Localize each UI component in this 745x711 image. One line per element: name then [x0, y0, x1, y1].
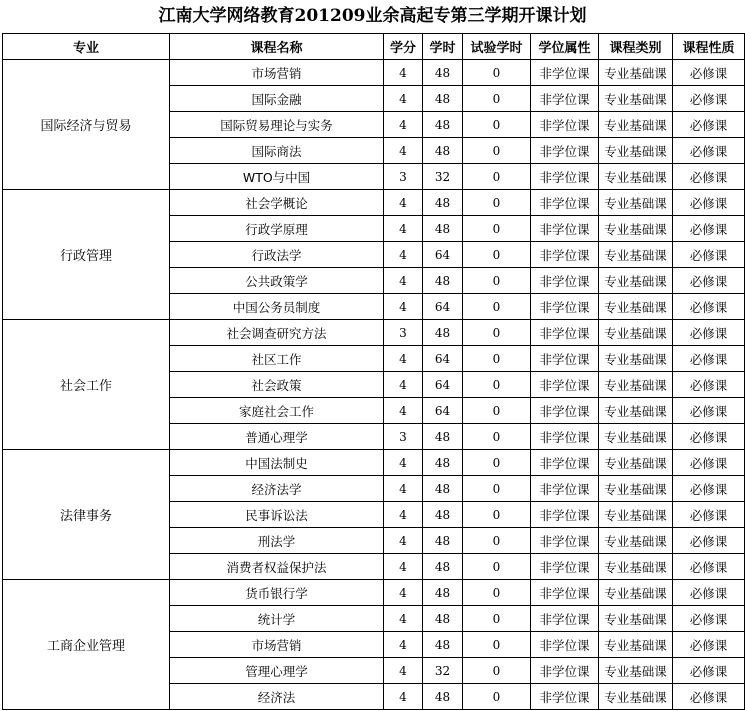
- course-category-cell: 专业基础课: [599, 86, 673, 112]
- course-nature-cell: 必修课: [673, 164, 745, 190]
- course-category-cell: 专业基础课: [599, 424, 673, 450]
- course-nature-cell: 必修课: [673, 268, 745, 294]
- lab-hours-cell: 0: [463, 294, 531, 320]
- course-category-cell: 专业基础课: [599, 372, 673, 398]
- course-name-cell: 社会学概论: [170, 190, 384, 216]
- course-name-cell: 经济法学: [170, 476, 384, 502]
- course-name-cell: 民事诉讼法: [170, 502, 384, 528]
- degree-attribute-cell: 非学位课: [531, 86, 599, 112]
- credits-cell: 4: [384, 60, 423, 86]
- course-name-cell: 国际商法: [170, 138, 384, 164]
- course-category-cell: 专业基础课: [599, 346, 673, 372]
- degree-attribute-cell: 非学位课: [531, 658, 599, 684]
- hours-cell: 48: [423, 424, 463, 450]
- credits-cell: 4: [384, 372, 423, 398]
- lab-hours-cell: 0: [463, 658, 531, 684]
- course-name-cell: WTO与中国: [170, 164, 384, 190]
- course-name-cell: 管理心理学: [170, 658, 384, 684]
- course-name-cell: 消费者权益保护法: [170, 554, 384, 580]
- lab-hours-cell: 0: [463, 476, 531, 502]
- course-nature-cell: 必修课: [673, 476, 745, 502]
- course-nature-cell: 必修课: [673, 320, 745, 346]
- course-category-cell: 专业基础课: [599, 606, 673, 632]
- course-name-cell: 行政学原理: [170, 216, 384, 242]
- credits-cell: 4: [384, 190, 423, 216]
- course-name-cell: 货币银行学: [170, 580, 384, 606]
- table-row: [3, 190, 745, 216]
- degree-attribute-cell: 非学位课: [531, 580, 599, 606]
- course-name-cell: 中国公务员制度: [170, 294, 384, 320]
- major-cell: 国际经济与贸易: [3, 60, 170, 190]
- header-hours: 学时: [423, 34, 463, 60]
- credits-cell: 4: [384, 632, 423, 658]
- hours-cell: 48: [423, 112, 463, 138]
- course-nature-cell: 必修课: [673, 632, 745, 658]
- course-category-cell: 专业基础课: [599, 164, 673, 190]
- course-category-cell: 专业基础课: [599, 268, 673, 294]
- course-name-cell: 国际贸易理论与实务: [170, 112, 384, 138]
- course-nature-cell: 必修课: [673, 138, 745, 164]
- hours-cell: 48: [423, 606, 463, 632]
- hours-cell: 32: [423, 164, 463, 190]
- credits-cell: 3: [384, 424, 423, 450]
- major-cell: 工商企业管理: [3, 580, 170, 710]
- page-title: 江南大学网络教育201209业余高起专第三学期开课计划: [158, 6, 587, 26]
- degree-attribute-cell: 非学位课: [531, 268, 599, 294]
- degree-attribute-cell: 非学位课: [531, 528, 599, 554]
- credits-cell: 4: [384, 112, 423, 138]
- lab-hours-cell: 0: [463, 424, 531, 450]
- course-nature-cell: 必修课: [673, 112, 745, 138]
- course-name-cell: 社会政策: [170, 372, 384, 398]
- header-credits: 学分: [384, 34, 423, 60]
- course-category-cell: 专业基础课: [599, 112, 673, 138]
- degree-attribute-cell: 非学位课: [531, 346, 599, 372]
- course-nature-cell: 必修课: [673, 502, 745, 528]
- lab-hours-cell: 0: [463, 190, 531, 216]
- degree-attribute-cell: 非学位课: [531, 164, 599, 190]
- course-name-cell: 市场营销: [170, 60, 384, 86]
- course-nature-cell: 必修课: [673, 242, 745, 268]
- degree-attribute-cell: 非学位课: [531, 372, 599, 398]
- lab-hours-cell: 0: [463, 528, 531, 554]
- course-nature-cell: 必修课: [673, 580, 745, 606]
- hours-cell: 64: [423, 398, 463, 424]
- hours-cell: 48: [423, 450, 463, 476]
- header-major: 专业: [3, 34, 170, 60]
- degree-attribute-cell: 非学位课: [531, 450, 599, 476]
- hours-cell: 48: [423, 684, 463, 710]
- course-category-cell: 专业基础课: [599, 554, 673, 580]
- degree-attribute-cell: 非学位课: [531, 606, 599, 632]
- degree-attribute-cell: 非学位课: [531, 684, 599, 710]
- lab-hours-cell: 0: [463, 138, 531, 164]
- header-row: [3, 34, 745, 60]
- hours-cell: 48: [423, 216, 463, 242]
- hours-cell: 48: [423, 86, 463, 112]
- header-lab-hours: 试验学时: [463, 34, 531, 60]
- hours-cell: 32: [423, 658, 463, 684]
- major-cell: 社会工作: [3, 320, 170, 450]
- course-nature-cell: 必修课: [673, 346, 745, 372]
- lab-hours-cell: 0: [463, 242, 531, 268]
- hours-cell: 64: [423, 242, 463, 268]
- credits-cell: 4: [384, 294, 423, 320]
- degree-attribute-cell: 非学位课: [531, 242, 599, 268]
- course-name-cell: 普通心理学: [170, 424, 384, 450]
- hours-cell: 48: [423, 528, 463, 554]
- course-nature-cell: 必修课: [673, 554, 745, 580]
- course-category-cell: 专业基础课: [599, 398, 673, 424]
- lab-hours-cell: 0: [463, 450, 531, 476]
- degree-attribute-cell: 非学位课: [531, 476, 599, 502]
- hours-cell: 48: [423, 632, 463, 658]
- credits-cell: 4: [384, 476, 423, 502]
- course-category-cell: 专业基础课: [599, 658, 673, 684]
- credits-cell: 3: [384, 320, 423, 346]
- course-nature-cell: 必修课: [673, 60, 745, 86]
- course-schedule-table: [2, 33, 745, 710]
- lab-hours-cell: 0: [463, 86, 531, 112]
- hours-cell: 64: [423, 372, 463, 398]
- lab-hours-cell: 0: [463, 164, 531, 190]
- lab-hours-cell: 0: [463, 216, 531, 242]
- table-row: [3, 60, 745, 86]
- course-name-cell: 统计学: [170, 606, 384, 632]
- credits-cell: 4: [384, 580, 423, 606]
- course-name-cell: 社会调查研究方法: [170, 320, 384, 346]
- course-category-cell: 专业基础课: [599, 502, 673, 528]
- lab-hours-cell: 0: [463, 606, 531, 632]
- degree-attribute-cell: 非学位课: [531, 424, 599, 450]
- course-nature-cell: 必修课: [673, 216, 745, 242]
- degree-attribute-cell: 非学位课: [531, 190, 599, 216]
- course-nature-cell: 必修课: [673, 606, 745, 632]
- lab-hours-cell: 0: [463, 372, 531, 398]
- course-category-cell: 专业基础课: [599, 242, 673, 268]
- header-course-nature: 课程性质: [673, 34, 745, 60]
- course-nature-cell: 必修课: [673, 658, 745, 684]
- course-category-cell: 专业基础课: [599, 450, 673, 476]
- course-category-cell: 专业基础课: [599, 190, 673, 216]
- course-name-cell: 家庭社会工作: [170, 398, 384, 424]
- course-nature-cell: 必修课: [673, 398, 745, 424]
- credits-cell: 4: [384, 346, 423, 372]
- degree-attribute-cell: 非学位课: [531, 138, 599, 164]
- hours-cell: 48: [423, 60, 463, 86]
- hours-cell: 48: [423, 554, 463, 580]
- course-category-cell: 专业基础课: [599, 138, 673, 164]
- header-degree-attribute: 学位属性: [531, 34, 599, 60]
- degree-attribute-cell: 非学位课: [531, 216, 599, 242]
- degree-attribute-cell: 非学位课: [531, 320, 599, 346]
- credits-cell: 4: [384, 138, 423, 164]
- course-name-cell: 社区工作: [170, 346, 384, 372]
- hours-cell: 64: [423, 294, 463, 320]
- degree-attribute-cell: 非学位课: [531, 632, 599, 658]
- hours-cell: 48: [423, 320, 463, 346]
- lab-hours-cell: 0: [463, 554, 531, 580]
- course-name-cell: 中国法制史: [170, 450, 384, 476]
- table-body: [3, 60, 745, 710]
- credits-cell: 4: [384, 502, 423, 528]
- degree-attribute-cell: 非学位课: [531, 502, 599, 528]
- course-category-cell: 专业基础课: [599, 216, 673, 242]
- course-name-cell: 刑法学: [170, 528, 384, 554]
- credits-cell: 4: [384, 658, 423, 684]
- course-name-cell: 市场营销: [170, 632, 384, 658]
- major-cell: 法律事务: [3, 450, 170, 580]
- course-nature-cell: 必修课: [673, 372, 745, 398]
- lab-hours-cell: 0: [463, 502, 531, 528]
- course-category-cell: 专业基础课: [599, 684, 673, 710]
- credits-cell: 4: [384, 86, 423, 112]
- course-category-cell: 专业基础课: [599, 476, 673, 502]
- course-nature-cell: 必修课: [673, 528, 745, 554]
- credits-cell: 4: [384, 684, 423, 710]
- course-name-cell: 国际金融: [170, 86, 384, 112]
- degree-attribute-cell: 非学位课: [531, 294, 599, 320]
- table-row: [3, 580, 745, 606]
- credits-cell: 4: [384, 450, 423, 476]
- credits-cell: 4: [384, 606, 423, 632]
- course-name-cell: 经济法: [170, 684, 384, 710]
- lab-hours-cell: 0: [463, 632, 531, 658]
- course-name-cell: 行政法学: [170, 242, 384, 268]
- degree-attribute-cell: 非学位课: [531, 112, 599, 138]
- lab-hours-cell: 0: [463, 268, 531, 294]
- course-category-cell: 专业基础课: [599, 580, 673, 606]
- hours-cell: 48: [423, 580, 463, 606]
- credits-cell: 4: [384, 268, 423, 294]
- degree-attribute-cell: 非学位课: [531, 554, 599, 580]
- table-row: [3, 450, 745, 476]
- degree-attribute-cell: 非学位课: [531, 60, 599, 86]
- hours-cell: 48: [423, 476, 463, 502]
- lab-hours-cell: 0: [463, 346, 531, 372]
- hours-cell: 48: [423, 190, 463, 216]
- hours-cell: 48: [423, 138, 463, 164]
- credits-cell: 4: [384, 554, 423, 580]
- hours-cell: 64: [423, 346, 463, 372]
- major-cell: 行政管理: [3, 190, 170, 320]
- hours-cell: 48: [423, 268, 463, 294]
- course-category-cell: 专业基础课: [599, 528, 673, 554]
- degree-attribute-cell: 非学位课: [531, 398, 599, 424]
- course-category-cell: 专业基础课: [599, 60, 673, 86]
- credits-cell: 4: [384, 216, 423, 242]
- course-nature-cell: 必修课: [673, 294, 745, 320]
- course-nature-cell: 必修课: [673, 424, 745, 450]
- lab-hours-cell: 0: [463, 580, 531, 606]
- lab-hours-cell: 0: [463, 320, 531, 346]
- course-category-cell: 专业基础课: [599, 294, 673, 320]
- course-category-cell: 专业基础课: [599, 632, 673, 658]
- credits-cell: 4: [384, 528, 423, 554]
- lab-hours-cell: 0: [463, 684, 531, 710]
- lab-hours-cell: 0: [463, 60, 531, 86]
- course-nature-cell: 必修课: [673, 190, 745, 216]
- credits-cell: 4: [384, 398, 423, 424]
- header-course-category: 课程类别: [599, 34, 673, 60]
- header-course-name: 课程名称: [170, 34, 384, 60]
- course-nature-cell: 必修课: [673, 86, 745, 112]
- credits-cell: 4: [384, 242, 423, 268]
- table-row: [3, 320, 745, 346]
- credits-cell: 3: [384, 164, 423, 190]
- course-category-cell: 专业基础课: [599, 320, 673, 346]
- hours-cell: 48: [423, 502, 463, 528]
- course-nature-cell: 必修课: [673, 684, 745, 710]
- course-name-cell: 公共政策学: [170, 268, 384, 294]
- lab-hours-cell: 0: [463, 398, 531, 424]
- lab-hours-cell: 0: [463, 112, 531, 138]
- course-nature-cell: 必修课: [673, 450, 745, 476]
